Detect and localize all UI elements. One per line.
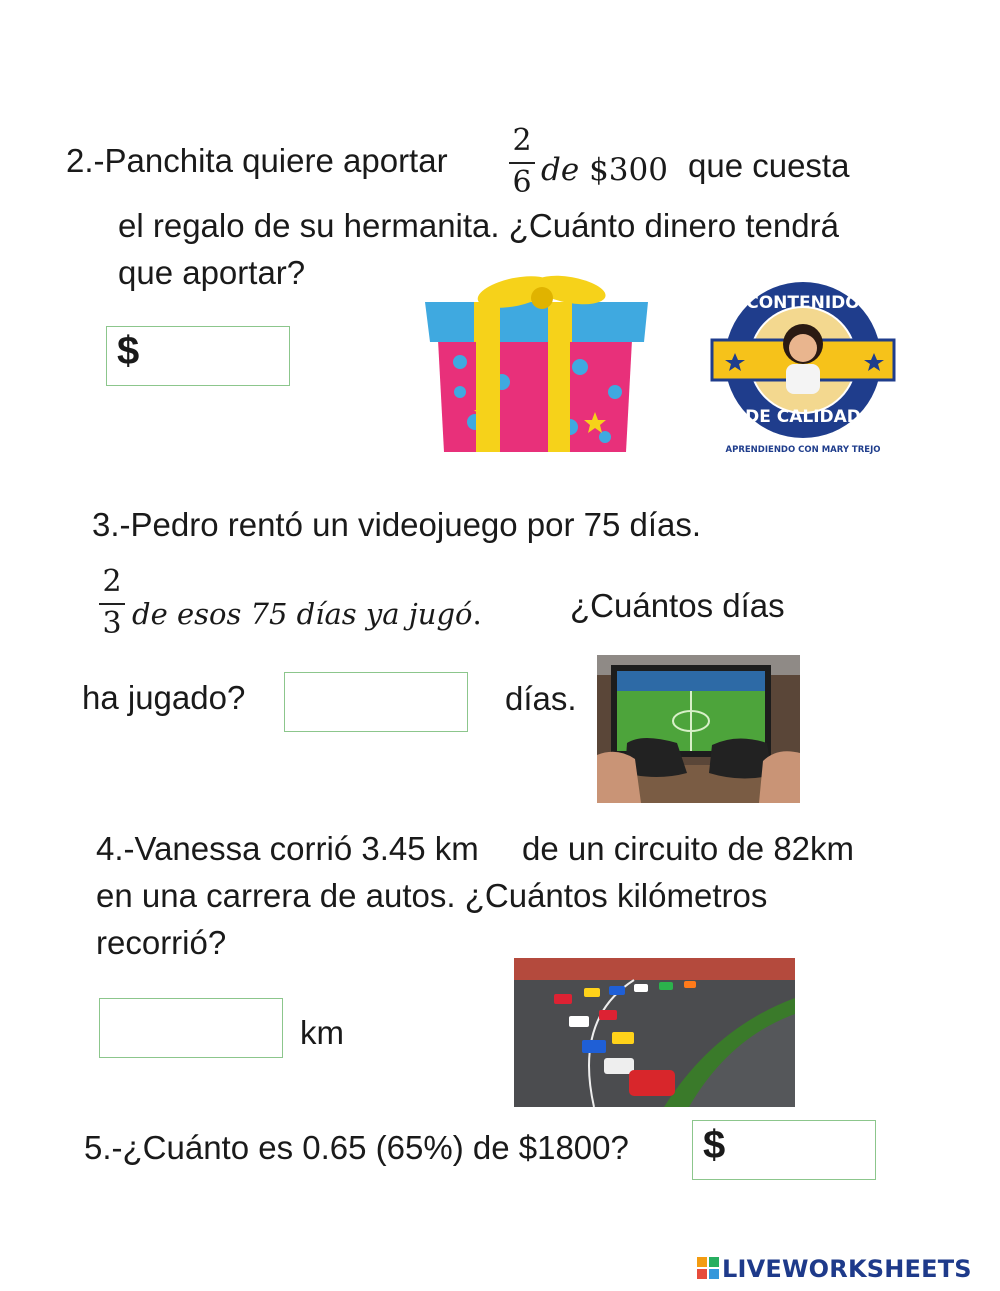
q2-math-expression <box>541 148 668 192</box>
badge-caption: APRENDIENDO CON MARY TREJO <box>725 445 881 455</box>
q3-answer-input[interactable] <box>284 672 468 732</box>
badge-top-text: CONTENIDO <box>746 293 860 313</box>
contenido-de-calidad-badge <box>708 278 898 456</box>
q3-math-expression <box>132 594 482 635</box>
q5-text: 5.-¿Cuánto es 0.65 (65%) de $1800? <box>84 1129 629 1166</box>
q3-frac-denominator: 3 <box>102 606 122 641</box>
q2-fraction <box>509 123 535 200</box>
fraction-bar <box>99 603 125 605</box>
fraction-bar <box>509 162 535 164</box>
liveworksheets-logo-text: LIVEWORKSHEETS <box>722 1255 972 1283</box>
currency-sign: $ <box>703 1123 726 1167</box>
q4-line2: en una carrera de autos. ¿Cuántos kilómetros <box>96 877 768 914</box>
q2-answer-input[interactable] <box>106 326 290 386</box>
q2-math-de: de <box>541 152 580 188</box>
q2-frac-denominator: 6 <box>512 165 532 200</box>
q2-frac-numerator: 2 <box>512 123 532 158</box>
q4-line1b: de un circuito de 82km <box>522 830 855 867</box>
q4-unit: km <box>300 1014 344 1051</box>
q2-math-amount: $300 <box>589 152 668 188</box>
q3-line1: 3.-Pedro rentó un videojuego por 75 días. <box>92 506 702 543</box>
liveworksheets-logo-icon <box>697 1257 719 1281</box>
q2-line3: que aportar? <box>118 254 306 291</box>
q3-math-text: de esos 75 días ya jugó <box>132 597 473 631</box>
q3-frac-numerator: 2 <box>102 564 122 599</box>
liveworksheets-logo <box>697 1255 972 1283</box>
videogame-photo <box>597 655 800 803</box>
q3-math-end: . <box>472 597 482 631</box>
currency-sign: $ <box>117 329 140 373</box>
race-cars-photo <box>514 958 795 1107</box>
q2-line2: el regalo de su hermanita. ¿Cuánto dinero tendrá <box>118 207 839 244</box>
q3-unit: días. <box>505 680 577 717</box>
q2-prefix: 2.-Panchita quiere aportar <box>66 142 448 179</box>
q5-answer-input[interactable] <box>692 1120 876 1180</box>
q4-answer-input[interactable] <box>99 998 283 1058</box>
gift-box-image <box>420 262 655 452</box>
q3-line3-prefix: ha jugado? <box>82 679 246 716</box>
q4-line3: recorrió? <box>96 924 227 961</box>
q3-question: ¿Cuántos días <box>570 587 785 624</box>
q2-suffix: que cuesta <box>688 147 850 184</box>
badge-bottom-text: DE CALIDAD <box>745 407 861 427</box>
q4-line1a: 4.-Vanessa corrió 3.45 km <box>96 830 479 867</box>
q3-fraction <box>99 564 125 641</box>
